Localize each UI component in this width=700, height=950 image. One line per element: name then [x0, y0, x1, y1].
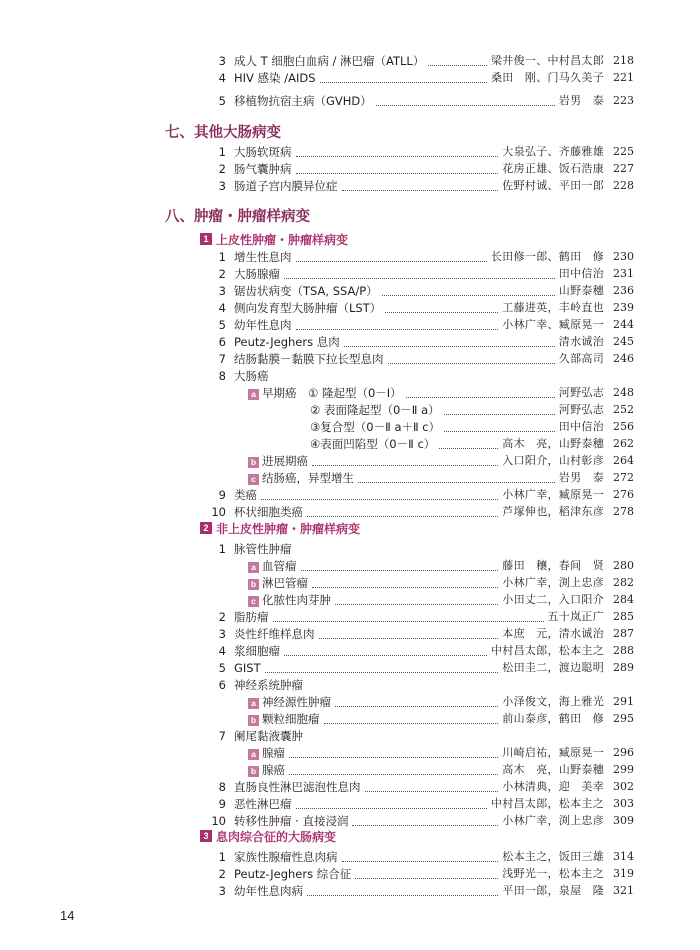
entry-title: 神经系统肿瘤 [234, 678, 303, 692]
entry-page: 282 [613, 576, 634, 589]
entry-authors: 本庶 元，清水诚治 [502, 627, 604, 640]
toc-entry [0, 693, 700, 711]
dot-leader [344, 345, 555, 347]
number-badge: 1 [200, 233, 212, 245]
entry-authors: 大泉弘子、齐藤雅雄 [502, 145, 604, 158]
entry-number: 4 [218, 301, 226, 315]
entry-page: 289 [613, 661, 634, 674]
entry-title: 侧向发育型大肠肿瘤（LST） [234, 301, 382, 315]
entry-title-group [248, 761, 285, 779]
entry-page: 299 [613, 763, 634, 776]
subheading-label: 息肉综合征的大肠病变 [216, 829, 337, 844]
entry-authors: 高木 亮，山野泰穗 [502, 763, 604, 776]
toc-entry [0, 540, 700, 558]
entry-title: 炎性纤维样息肉 [234, 627, 315, 641]
toc-entry [0, 69, 700, 87]
entry-title: 淋巴管瘤 [262, 576, 308, 590]
entry-authors: 中村昌太郎，松本主之 [491, 797, 604, 810]
entry-page: 309 [613, 814, 634, 827]
dot-leader [296, 260, 488, 262]
dot-leader [444, 413, 555, 415]
entry-title-group [248, 710, 320, 728]
toc-entry [0, 625, 700, 643]
entry-authors: 松本主之，饭田三雄 [502, 850, 604, 863]
entry-title-group [234, 503, 303, 521]
entry-authors: 田中信治 [558, 420, 604, 433]
dot-leader [273, 620, 544, 622]
dot-leader [358, 481, 555, 483]
entry-title-group [234, 143, 292, 161]
entry-page: 276 [613, 488, 634, 501]
toc-entry [0, 761, 700, 779]
dot-leader [342, 189, 499, 191]
entry-page: 248 [613, 386, 634, 399]
entry-title-group [234, 367, 269, 385]
letter-badge: c [248, 596, 259, 607]
toc-entry [0, 557, 700, 575]
entry-page: 239 [613, 301, 634, 314]
entry-title: 大肠腺瘤 [234, 267, 280, 281]
subheading-label: 非上皮性肿瘤・肿瘤样病变 [216, 521, 361, 536]
entry-page: 218 [613, 54, 634, 67]
toc-entry [0, 282, 700, 300]
entry-page: 225 [613, 145, 634, 158]
entry-page: 287 [613, 627, 634, 640]
section-heading-7: 七、其他大肠病变 [165, 124, 281, 141]
entry-title-group [310, 418, 440, 436]
entry-title-group [234, 625, 315, 643]
dot-leader [261, 498, 498, 500]
entry-number: 4 [218, 644, 226, 658]
toc-entry [0, 503, 700, 521]
dot-leader [296, 328, 499, 330]
entry-number: 7 [218, 729, 226, 743]
entry-title: 增生性息肉 [234, 250, 292, 264]
entry-number: 8 [218, 369, 226, 383]
entry-authors: 小林广幸、臧原晃一 [502, 318, 604, 331]
entry-title: 脉管性肿瘤 [234, 542, 292, 556]
entry-authors: 岩男 泰 [558, 94, 604, 107]
entry-authors: 长田修一郎、鹤田 修 [491, 250, 604, 263]
toc-entry [0, 265, 700, 283]
dot-leader [265, 671, 499, 673]
entry-title-group [234, 778, 361, 796]
entry-authors: 平田一郎，泉屋 隆 [502, 884, 604, 897]
toc-entry [0, 435, 700, 453]
letter-badge: b [248, 457, 259, 468]
entry-title-group [234, 486, 257, 504]
entry-title: GIST [234, 661, 261, 675]
toc-entry [0, 367, 700, 385]
toc-entry [0, 401, 700, 419]
entry-number: 2 [218, 267, 226, 281]
dot-leader [320, 81, 487, 83]
entry-number: 9 [218, 797, 226, 811]
entry-number: 1 [218, 145, 226, 159]
entry-authors: 河野弘志 [558, 403, 604, 416]
entry-authors: 浅野光一，松本主之 [502, 867, 604, 880]
number-badge: 3 [200, 830, 212, 842]
toc-entry [0, 469, 700, 487]
entry-page: 223 [613, 94, 634, 107]
entry-title-group [234, 676, 303, 694]
entry-title: ② 表面隆起型（0－Ⅱ a） [310, 403, 440, 417]
entry-title-group [234, 642, 280, 660]
entry-title: 神经源性肿瘤 [262, 695, 331, 709]
toc-entry [0, 52, 700, 70]
dot-leader [355, 877, 498, 879]
entry-title-group [248, 384, 402, 402]
entry-title-group [234, 265, 280, 283]
entry-title: 血管瘤 [262, 559, 297, 573]
toc-entry [0, 316, 700, 334]
dot-leader [289, 756, 498, 758]
entry-title: 早期癌 ① 隆起型（0－Ⅰ） [262, 386, 402, 400]
letter-badge: b [248, 766, 259, 777]
toc-entry [0, 486, 700, 504]
dot-leader [444, 430, 555, 432]
entry-title-group [234, 333, 340, 351]
toc-entry [0, 333, 700, 351]
entry-title-group [234, 160, 292, 178]
entry-title-group [234, 608, 269, 626]
entry-title: 幼年性息肉病 [234, 884, 303, 898]
entry-page: 321 [613, 884, 634, 897]
entry-page: 256 [613, 420, 634, 433]
entry-page: 246 [613, 352, 634, 365]
entry-title-group [234, 795, 292, 813]
entry-page: 280 [613, 559, 634, 572]
entry-authors: 小林广幸，臧原晃一 [502, 488, 604, 501]
entry-authors: 久部高司 [558, 352, 604, 365]
entry-number: 9 [218, 488, 226, 502]
entry-title: HIV 感染 /AIDS [234, 71, 316, 85]
entry-number: 2 [218, 867, 226, 881]
entry-page: 314 [613, 850, 634, 863]
entry-title-group [234, 848, 338, 866]
entry-authors: 花房正雄、饭石浩康 [502, 162, 604, 175]
entry-number: 1 [218, 250, 226, 264]
dot-leader [296, 172, 499, 174]
entry-page: 288 [613, 644, 634, 657]
entry-title-group [234, 92, 372, 110]
entry-title-group [234, 299, 381, 317]
dot-leader [382, 294, 555, 296]
entry-authors: 佐野村诚、平田一郎 [502, 179, 604, 192]
entry-title: 大肠癌 [234, 369, 269, 383]
entry-title: 腺癌 [262, 763, 285, 777]
entry-title-group [234, 727, 303, 745]
entry-title-group [310, 401, 440, 419]
toc-entry [0, 418, 700, 436]
entry-title: 移植物抗宿主病（GVHD） [234, 94, 372, 108]
entry-title: 直肠良性淋巴滤泡性息肉 [234, 780, 361, 794]
entry-title: 腺瘤 [262, 746, 285, 760]
entry-title-group [234, 659, 261, 677]
entry-title-group [248, 557, 297, 575]
entry-title-group [310, 435, 435, 453]
letter-badge: b [248, 579, 259, 590]
entry-number: 1 [218, 850, 226, 864]
entry-page: 319 [613, 867, 634, 880]
entry-number: 6 [218, 335, 226, 349]
entry-title-group [234, 865, 351, 883]
entry-number: 6 [218, 678, 226, 692]
toc-entry [0, 350, 700, 368]
entry-authors: 川崎启祐，臧原晃一 [502, 746, 604, 759]
entry-title: 阑尾黏液囊肿 [234, 729, 303, 743]
entry-authors: 入口阳介，山村彰彦 [502, 454, 604, 467]
entry-title-group [234, 316, 292, 334]
entry-page: 230 [613, 250, 634, 263]
entry-title: 结肠癌，异型增生 [262, 471, 354, 485]
entry-page: 228 [613, 179, 634, 192]
dot-leader [307, 894, 498, 896]
subheading-3 [200, 828, 336, 844]
entry-authors: 小田丈二，入口阳介 [502, 593, 604, 606]
dot-leader [406, 396, 555, 398]
dot-leader [352, 824, 498, 826]
entry-page: 227 [613, 162, 634, 175]
entry-number: 5 [218, 318, 226, 332]
entry-authors: 小林广幸，渕上忠彦 [502, 576, 604, 589]
entry-page: 244 [613, 318, 634, 331]
entry-title: 颗粒细胞瘤 [262, 712, 320, 726]
entry-number: 2 [218, 162, 226, 176]
entry-authors: 中村昌太郎，松本主之 [491, 644, 604, 657]
dot-leader [312, 464, 498, 466]
entry-authors: 山野泰穗 [558, 284, 604, 297]
dot-leader [388, 362, 555, 364]
toc-entry [0, 177, 700, 195]
entry-title-group [248, 574, 308, 592]
dot-leader [365, 790, 499, 792]
entry-authors: 高木 亮，山野泰穗 [502, 437, 604, 450]
entry-authors: 小泽俊文，海上雅光 [502, 695, 604, 708]
entry-authors: 河野弘志 [558, 386, 604, 399]
dot-leader [439, 447, 498, 449]
dot-leader [284, 277, 555, 279]
dot-leader [296, 155, 499, 157]
dot-leader [289, 773, 498, 775]
entry-number: 3 [218, 54, 226, 68]
dot-leader [335, 603, 498, 605]
entry-authors: 藤田 穰，春间 贤 [502, 559, 604, 572]
entry-title: 锯齿状病变（TSA, SSA/P） [234, 284, 378, 298]
entry-authors: 工藤进英，丰岭直也 [502, 301, 604, 314]
entry-title: 成人 T 细胞白血病 / 淋巴瘤（ATLL） [234, 54, 425, 68]
toc-entry [0, 744, 700, 762]
entry-page: 221 [613, 71, 634, 84]
entry-title-group [234, 177, 338, 195]
toc-entry [0, 143, 700, 161]
entry-page: 252 [613, 403, 634, 416]
letter-badge: a [248, 749, 259, 760]
entry-authors: 桑田 刚、门马久美子 [491, 71, 604, 84]
dot-leader [284, 654, 487, 656]
toc-entry [0, 384, 700, 402]
dot-leader [296, 807, 488, 809]
dot-leader [301, 569, 499, 571]
entry-authors: 松田圭二，渡边聪明 [502, 661, 604, 674]
toc-entry [0, 865, 700, 883]
entry-title-group [234, 882, 303, 900]
toc-entry [0, 659, 700, 677]
entry-title-group [234, 350, 384, 368]
entry-page: 302 [613, 780, 634, 793]
entry-authors: 清水诚治 [558, 335, 604, 348]
entry-authors: 芦塚伸也，稻津东彦 [502, 505, 604, 518]
entry-page: 278 [613, 505, 634, 518]
entry-number: 10 [211, 505, 226, 519]
toc-entry [0, 676, 700, 694]
toc-entry [0, 778, 700, 796]
toc-entry [0, 795, 700, 813]
entry-title: 类癌 [234, 488, 257, 502]
entry-title: 转移性肿瘤 · 直接浸润 [234, 814, 349, 828]
entry-title-group [248, 591, 331, 609]
dot-leader [324, 722, 499, 724]
entry-number: 3 [218, 884, 226, 898]
entry-page: 272 [613, 471, 634, 484]
dot-leader [376, 104, 555, 106]
section-heading-8: 八、肿瘤・肿瘤样病变 [165, 208, 310, 225]
entry-page: 231 [613, 267, 634, 280]
toc-entry [0, 727, 700, 745]
entry-title-group [248, 693, 331, 711]
dot-leader [319, 637, 499, 639]
toc-entry [0, 848, 700, 866]
toc-entry [0, 574, 700, 592]
entry-number: 3 [218, 284, 226, 298]
entry-page: 264 [613, 454, 634, 467]
toc-entry [0, 882, 700, 900]
entry-title: Peutz-Jeghers 综合征 [234, 867, 352, 881]
letter-badge: c [248, 474, 259, 485]
entry-title: 恶性淋巴瘤 [234, 797, 292, 811]
entry-title-group [234, 69, 316, 87]
entry-title: 脂肪瘤 [234, 610, 269, 624]
dot-leader [342, 860, 499, 862]
entry-title: 杯状细胞类癌 [234, 505, 303, 519]
entry-title: ④表面凹陷型（0－Ⅱ c） [310, 437, 436, 451]
toc-entry [0, 160, 700, 178]
letter-badge: a [248, 389, 259, 400]
entry-title: 肠道子宫内膜异位症 [234, 179, 338, 193]
entry-number: 5 [218, 94, 226, 108]
entry-authors: 田中信治 [558, 267, 604, 280]
entry-title-group [234, 812, 348, 830]
toc-entry [0, 248, 700, 266]
dot-leader [335, 705, 498, 707]
page-number: 14 [60, 908, 75, 923]
entry-authors: 五十岚正广 [547, 610, 604, 623]
subheading-1 [200, 231, 348, 247]
entry-number: 3 [218, 179, 226, 193]
entry-authors: 岩男 泰 [558, 471, 604, 484]
letter-badge: b [248, 715, 259, 726]
entry-authors: 小林清典，迎 美幸 [502, 780, 604, 793]
entry-title: Peutz-Jeghers 息肉 [234, 335, 340, 349]
toc-entry [0, 92, 700, 110]
entry-page: 262 [613, 437, 634, 450]
number-badge: 2 [200, 522, 212, 534]
dot-leader [428, 64, 487, 66]
entry-title-group [234, 248, 292, 266]
entry-title-group [234, 282, 378, 300]
entry-authors: 梁井俊一、中村昌太郎 [491, 54, 604, 67]
entry-title-group [234, 540, 292, 558]
entry-title: 肠气囊肿病 [234, 162, 292, 176]
entry-number: 4 [218, 71, 226, 85]
entry-title: 结肠黏膜－黏膜下拉长型息肉 [234, 352, 384, 366]
entry-page: 291 [613, 695, 634, 708]
dot-leader [307, 515, 498, 517]
dot-leader [312, 586, 498, 588]
entry-page: 236 [613, 284, 634, 297]
entry-page: 295 [613, 712, 634, 725]
toc-entry [0, 710, 700, 728]
entry-title: 进展期癌 [262, 454, 308, 468]
entry-title-group [248, 744, 285, 762]
entry-title: 浆细胞瘤 [234, 644, 280, 658]
entry-number: 1 [218, 542, 226, 556]
entry-title: ③复合型（0－Ⅱ a＋Ⅱ c） [310, 420, 441, 434]
subheading-label: 上皮性肿瘤・肿瘤样病变 [216, 232, 349, 247]
toc-entry [0, 452, 700, 470]
entry-number: 5 [218, 661, 226, 675]
toc-entry [0, 299, 700, 317]
entry-page: 303 [613, 797, 634, 810]
entry-page: 284 [613, 593, 634, 606]
toc-entry [0, 642, 700, 660]
toc-entry [0, 591, 700, 609]
dot-leader [385, 311, 498, 313]
toc-entry [0, 608, 700, 626]
subheading-2 [200, 520, 360, 536]
entry-page: 245 [613, 335, 634, 348]
entry-page: 296 [613, 746, 634, 759]
entry-authors: 小林广幸，渕上忠彦 [502, 814, 604, 827]
entry-title-group [248, 452, 308, 470]
entry-title: 家族性腺瘤性息肉病 [234, 850, 338, 864]
toc-entry [0, 812, 700, 830]
entry-number: 10 [211, 814, 226, 828]
letter-badge: a [248, 562, 259, 573]
entry-title: 大肠软斑病 [234, 145, 292, 159]
entry-number: 8 [218, 780, 226, 794]
entry-page: 285 [613, 610, 634, 623]
entry-number: 7 [218, 352, 226, 366]
entry-number: 3 [218, 627, 226, 641]
entry-title: 幼年性息肉 [234, 318, 292, 332]
entry-number: 2 [218, 610, 226, 624]
letter-badge: a [248, 698, 259, 709]
entry-authors: 前山泰彦，鹤田 修 [502, 712, 604, 725]
entry-title-group [234, 52, 424, 70]
entry-title: 化脓性肉芽肿 [262, 593, 331, 607]
entry-title-group [248, 469, 354, 487]
